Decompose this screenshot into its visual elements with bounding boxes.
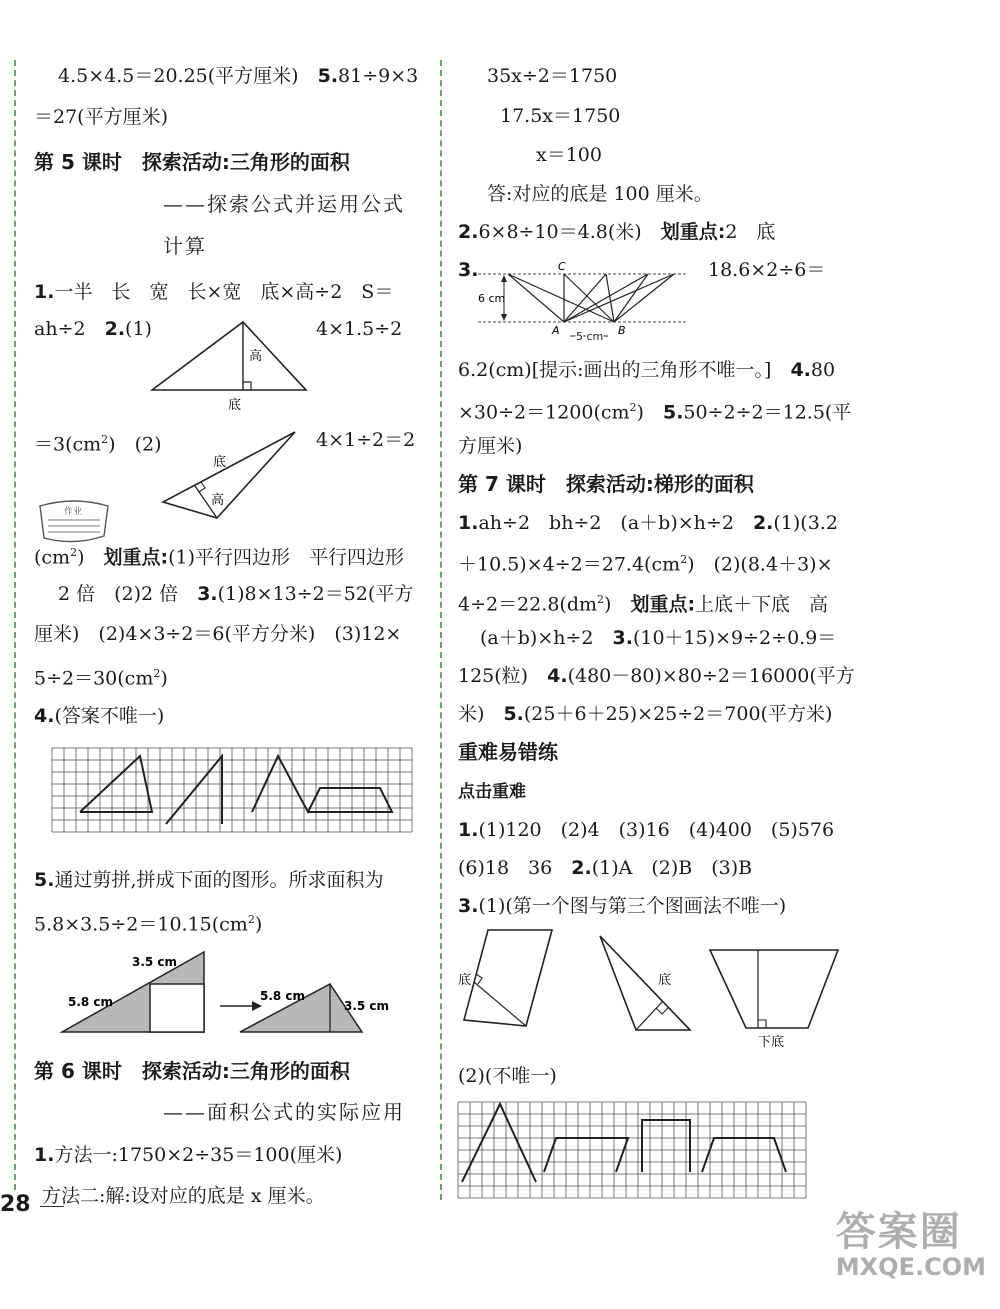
drawn-trapezoid [702, 1138, 786, 1172]
answer-line: 米) 5.(25＋6＋25)×25÷2＝700(平方米) [458, 703, 833, 725]
answer-line: ah÷2 2.(1) [34, 318, 152, 340]
height-line [636, 1002, 662, 1030]
equation-line: 35x÷2＝1750 [487, 65, 618, 87]
answer-line: (a＋b)×h÷2 3.(10＋15)×9÷2÷0.9＝ [480, 627, 837, 649]
right-angle-mark [656, 1008, 668, 1014]
height-label: 高 [211, 493, 225, 508]
right-angle-mark [243, 382, 251, 390]
base-label-1: 底 [458, 973, 472, 988]
answer-line: (6)18 36 2.(1)A (2)B (3)B [458, 857, 753, 879]
right-angle-mark [199, 482, 205, 492]
label-5cm: 5 cm [576, 330, 604, 343]
grid-figure-right [458, 1102, 804, 1198]
right-angle-mark [476, 974, 482, 984]
answer-line: 4×1÷2＝2 [316, 429, 416, 451]
answer-line: 3.(1)(第一个图与第三个图画法不唯一) [458, 895, 787, 917]
drawn-triangle [462, 1104, 536, 1182]
answer-line: 4×1.5÷2 [316, 318, 403, 340]
label-3-5cm-right: 3.5 cm [344, 999, 390, 1013]
answer-line: $+10.5)\times 4\div 2=27.4(cm^2)$ (2)(8.4＋3)× [458, 553, 833, 576]
answer-line: (2)(不唯一) [458, 1065, 557, 1087]
right-angle-mark [758, 1020, 766, 1028]
left-margin-line [14, 60, 16, 1190]
answer-line: 4.(答案不唯一) [34, 705, 165, 727]
answer-line: 18.6×2÷6＝ [708, 259, 826, 281]
answer-line: 2 倍 (2)2 倍 3.(1)8×13÷2＝52(平方 [58, 583, 414, 605]
answer-line: 方厘米) [458, 435, 523, 457]
answer-line: $=3(cm^2)$ (2) [34, 433, 162, 456]
base-label: 底 [228, 398, 242, 413]
section-title: 重难易错练 [458, 740, 558, 764]
triangle-figure-1 [150, 318, 320, 418]
lesson-6-title: 第 6 课时 探索活动:三角形的面积 [34, 1059, 350, 1083]
answer-line: 4.5×4.5＝20.25(平方厘米) 5.81÷9×3 [58, 65, 419, 87]
watermark-logo: 答案圈 MXQE.COM [835, 1209, 986, 1281]
drawn-rectangle [642, 1120, 690, 1172]
equation-line: x＝100 [536, 144, 602, 166]
column-divider [440, 60, 442, 1200]
page-number-dash [40, 1206, 64, 1207]
answer-line: 答:对应的底是 100 厘米。 [487, 183, 713, 205]
answer-line: 1.方法一:1750×2÷35＝100(厘米) [34, 1144, 343, 1166]
answer-line: $5\div 2=30(cm^2)$ [34, 667, 168, 690]
answer-line: 1.一半 长 宽 长×宽 底×高÷2 S＝ [34, 281, 394, 303]
base-label-2: 底 [658, 973, 672, 988]
answer-line: 1.ah÷2 bh÷2 (a＋b)×h÷2 2.(1)(3.2 [458, 512, 838, 534]
lesson-6-subtitle: ——面积公式的实际应用 [163, 1100, 405, 1124]
label-6cm: 6 cm [478, 292, 506, 305]
answer-line: 厘米) (2)4×3÷2＝6(平方分米) (3)12× [34, 623, 402, 645]
parallelogram-shape [464, 930, 552, 1026]
answer-line: $5.8\times 3.5\div 2=10.15(cm^2)$ [34, 913, 263, 936]
obtuse-triangle-shape [163, 432, 295, 518]
label-5-8cm-right: 5.8 cm [260, 989, 306, 1003]
answer-line: 5.通过剪拼,拼成下面的图形。所求面积为 [34, 869, 384, 891]
lesson-5-subtitle-cont: 计算 [163, 234, 207, 258]
parallel-lines-triangles-figure [478, 262, 698, 352]
answer-line: $(cm^2)$ 划重点:(1)平行四边形 平行四边形 [34, 546, 405, 569]
bottom-base-label: 下底 [758, 1035, 785, 1050]
answer-line: 3. [458, 259, 479, 281]
three-shapes-figure [458, 926, 848, 1056]
label-5-8cm: 5.8 cm [68, 995, 114, 1009]
answer-line: 方法二:解:设对应的底是 x 厘米。 [42, 1185, 325, 1207]
triangle-figure-2 [155, 430, 305, 525]
answer-line: ＝27(平方厘米) [34, 106, 169, 128]
lesson-7-title: 第 7 课时 探索活动:梯形的面积 [458, 472, 754, 496]
label-B: B [618, 324, 626, 337]
grid-figure-q4 [52, 748, 412, 834]
svg-text:作业: 作业 [64, 507, 83, 517]
cut-paste-figure [40, 946, 420, 1046]
label-A: A [552, 324, 560, 337]
answer-line: $4\div 2=22.8(dm^2)$ 划重点:上底＋下底 高 [458, 593, 829, 616]
label-3-5cm: 3.5 cm [132, 955, 178, 969]
height-line [474, 982, 526, 1026]
white-square [150, 984, 204, 1032]
answer-line: 125(粒) 4.(480－80)×80÷2＝16000(平方 [458, 665, 855, 687]
answer-line: 6.2(cm)[提示:画出的三角形不唯一。] 4.80 [458, 359, 836, 381]
answer-line: $\times 30\div 2=1200(cm^2)$ 5.50÷2÷2＝12.5(平 [458, 401, 852, 424]
height-label: 高 [249, 349, 263, 364]
section-subtitle: 点击重难 [458, 782, 526, 802]
trapezoid-shape [710, 950, 838, 1028]
triangle-shape [600, 936, 690, 1030]
lesson-5-title: 第 5 课时 探索活动:三角形的面积 [34, 150, 350, 174]
equation-line: 17.5x＝1750 [500, 105, 621, 127]
answer-line: 1.(1)120 (2)4 (3)16 (4)400 (5)576 [458, 819, 835, 841]
page-number: 28 [0, 1192, 31, 1217]
drawn-parallelogram [166, 756, 222, 824]
lesson-5-subtitle: ——探索公式并运用公式 [163, 192, 405, 216]
triangle-shape [152, 322, 306, 390]
label-C: C [558, 260, 566, 273]
drawn-parallelogram-1 [544, 1138, 628, 1172]
base-label: 底 [213, 455, 227, 470]
answer-line: 2.6×8÷10＝4.8(米) 划重点:2 底 [458, 221, 776, 243]
